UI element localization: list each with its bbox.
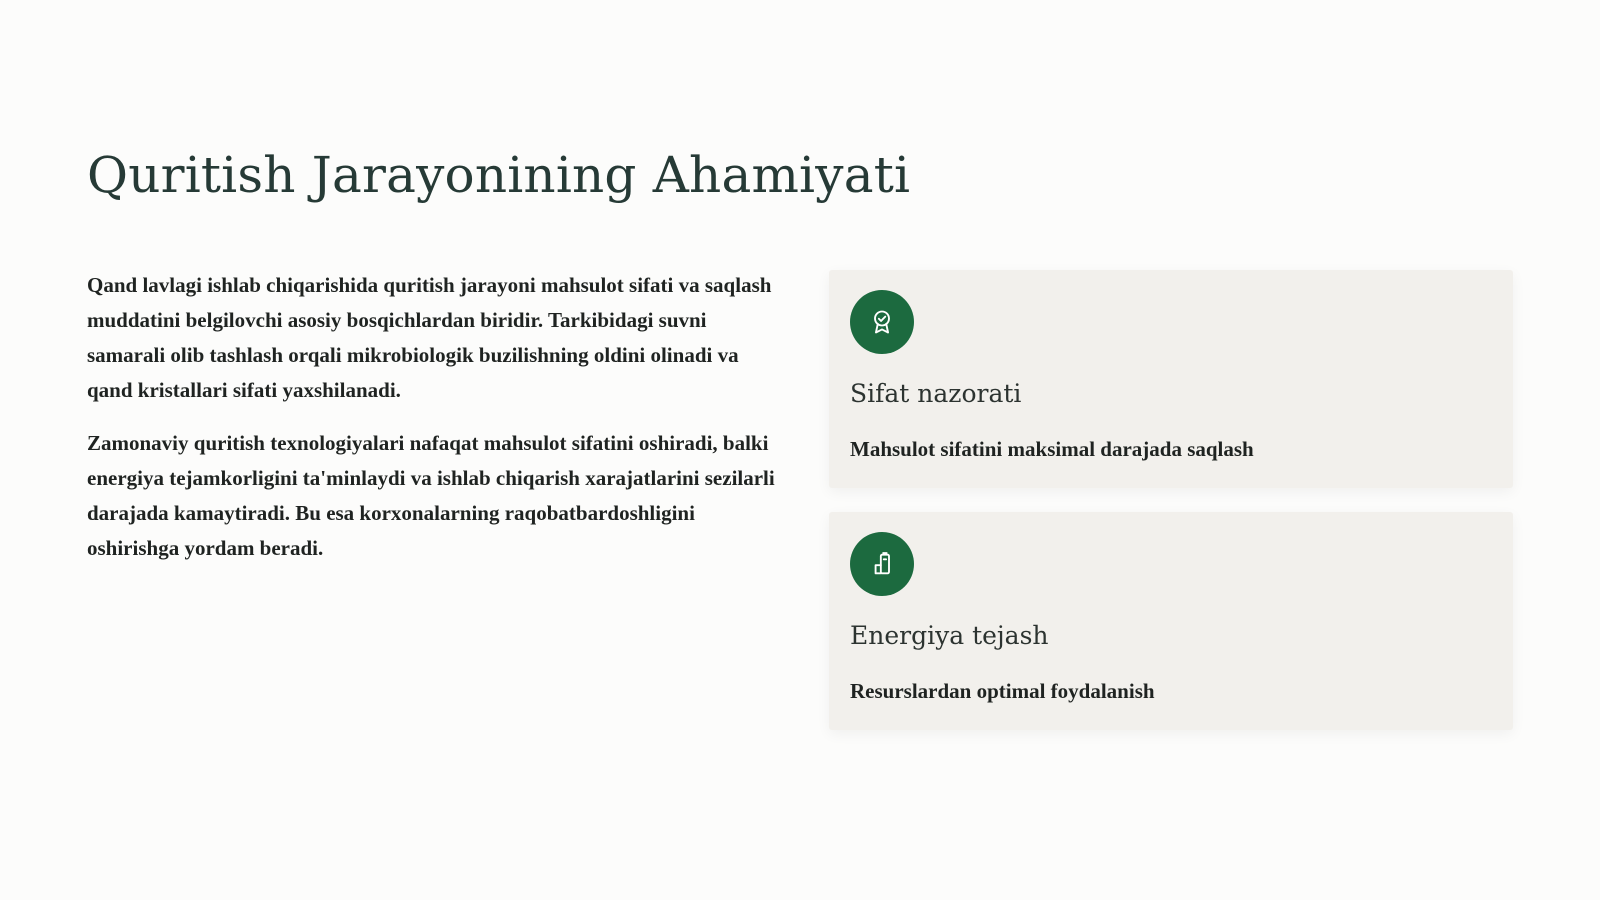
award-badge-icon [850,290,914,354]
feature-cards [829,270,1513,754]
paragraph-1: Qand lavlagi ishlab chiqarishida quritish jarayoni mahsulot sifati va saqlash muddatini belgilovchi asosiy bosqichlardan biridir. Tarkibidagi suvni samarali olib tashlash orqali mikrobiologik buzilishning oldini olinadi va qand kristallari sifati yaxshilanadi. [87,273,772,402]
paragraph-2: Zamonaviy quritish texnologiyalari nafaqat mahsulot sifatini oshiradi, balki energiya tejamkorligini ta'minlaydi va ishlab chiqarish xarajatlarini sezilarli darajada kamaytiradi. Bu esa korxonalarning raqobatbardoshligini oshirishga yordam beradi. [87,431,775,560]
card-title: Sifat nazorati [850,379,1022,408]
card-energiya-tejash [829,512,1513,730]
body-text [87,268,777,584]
card-description: Mahsulot sifatini maksimal darajada saqlash [850,437,1254,461]
slide-title: Quritish Jarayonining Ahamiyati [87,146,911,204]
energy-battery-icon [850,532,914,596]
card-description: Resurslardan optimal foydalanish [850,679,1155,703]
card-sifat-nazorati [829,270,1513,488]
card-title: Energiya tejash [850,621,1049,650]
